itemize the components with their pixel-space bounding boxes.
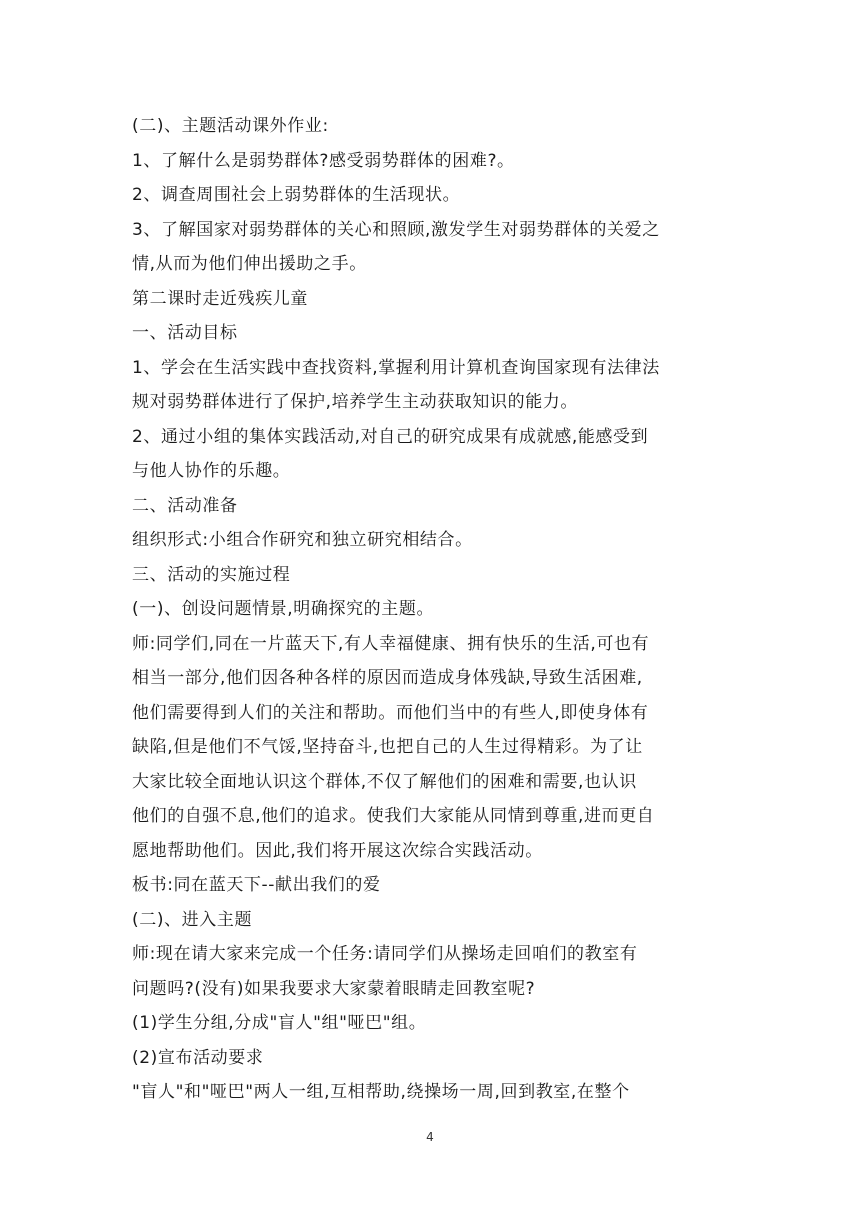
- text-line: 师:现在请大家来完成一个任务:请同学们从操场走回咱们的教室有: [132, 944, 638, 964]
- text-line: (二)、进入主题: [132, 909, 253, 930]
- text-line: 1、了解什么是弱势群体?感受弱势群体的困难?。: [132, 150, 515, 171]
- text-line: 与他人协作的乐趣。: [132, 461, 291, 481]
- text-line: 愿地帮助他们。因此,我们将开展这次综合实践活动。: [132, 840, 543, 861]
- text-line: "盲人"和"哑巴"两人一组,互相帮助,绕操场一周,回到教室,在整个: [132, 1082, 630, 1102]
- text-line: 相当一部分,他们因各种各样的原因而造成身体残缺,导致生活困难,: [132, 668, 643, 688]
- body-text: [132, 109, 732, 1110]
- text-line: (一)、创设问题情景,明确探究的主题。: [132, 599, 435, 619]
- text-line: 2、调查周围社会上弱势群体的生活现状。: [132, 185, 461, 205]
- text-line: 大家比较全面地认识这个群体,不仅了解他们的困难和需要,也认识: [132, 771, 637, 792]
- text-line: 2、通过小组的集体实践活动,对自己的研究成果有成就感,能感受到: [132, 426, 649, 447]
- text-line: (2)宣布活动要求: [132, 1047, 264, 1068]
- text-line: 他们的自强不息,他们的追求。使我们大家能从同情到尊重,进而更自: [132, 806, 655, 826]
- page-number: 4: [426, 1130, 434, 1144]
- text-line: (1)学生分组,分成"盲人"组"哑巴"组。: [132, 1013, 427, 1033]
- text-line: 他们需要得到人们的关注和帮助。而他们当中的有些人,即使身体有: [132, 702, 649, 723]
- text-line: 板书:同在蓝天下--献出我们的爱: [132, 875, 381, 895]
- text-line: 规对弱势群体进行了保护,培养学生主动获取知识的能力。: [132, 392, 579, 412]
- text-line: 问题吗?(没有)如果我要求大家蒙着眼睛走回教室呢?: [132, 978, 536, 999]
- text-line: 组织形式:小组合作研究和独立研究相结合。: [132, 530, 473, 550]
- text-line: 3、了解国家对弱势群体的关心和照顾,激发学生对弱势群体的关爱之: [132, 219, 660, 240]
- text-line: 第二课时走近残疾儿童: [132, 288, 308, 309]
- text-line: 缺陷,但是他们不气馁,坚持奋斗,也把自己的人生过得精彩。为了让: [132, 737, 643, 757]
- text-line: 二、活动准备: [132, 495, 238, 516]
- text-line: 师:同学们,同在一片蓝天下,有人幸福健康、拥有快乐的生活,可也有: [132, 633, 650, 654]
- text-line: (二)、主题活动课外作业:: [132, 116, 329, 136]
- text-line: 三、活动的实施过程: [132, 564, 291, 585]
- text-line: 情,从而为他们伸出援助之手。: [132, 254, 367, 274]
- text-line: 1、学会在生活实践中查找资料,掌握利用计算机查询国家现有法律法: [132, 357, 660, 378]
- text-line: 一、活动目标: [132, 323, 238, 343]
